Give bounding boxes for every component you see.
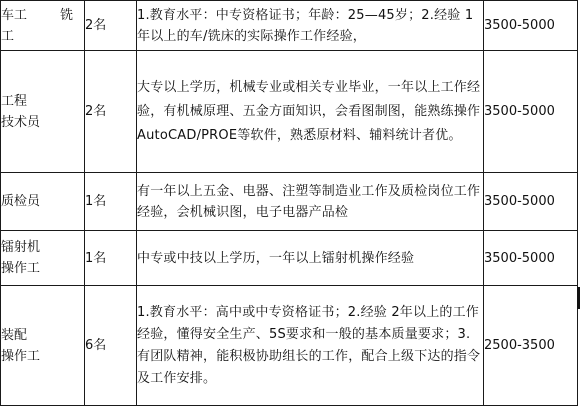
headcount-cell: 2名	[85, 51, 137, 173]
job-title-cell	[1, 1, 85, 51]
job-title-line: 装配	[1, 327, 28, 343]
requirement-cell	[137, 51, 484, 173]
job-title-cell	[1, 286, 85, 406]
headcount-cell: 6名	[85, 286, 137, 406]
requirement-cell	[137, 173, 484, 231]
page-edge-mark	[577, 287, 580, 309]
requirement-cell	[137, 1, 484, 51]
requirement-text: 1.教育水平：中专资格证书；年龄：25—45岁；2.经验 1年以上的车/铣床的实际操作工作经验，	[137, 7, 474, 44]
job-title-line: 质检员	[1, 194, 41, 209]
job-title-line: 工	[1, 28, 15, 44]
salary-cell: 3500-5000	[484, 231, 578, 286]
job-title-line: 镭射机	[1, 240, 41, 255]
job-title-line: 技术员	[1, 114, 41, 130]
requirement-cell	[137, 286, 484, 406]
salary-cell: 3500-5000	[484, 1, 578, 51]
salary-cell: 3500-5000	[484, 51, 578, 173]
requirement-text: 大专以上学历，机械专业或相关专业毕业，一年以上工作经验，有机械原理、五金方面知识，会看图制图，能熟练操作AutoCAD/PROE等软件，熟悉原材料、辅料统计者优。	[137, 79, 481, 143]
table-row	[1, 1, 578, 51]
table-row	[1, 173, 578, 231]
requirement-cell	[137, 231, 484, 286]
job-title-cell	[1, 51, 85, 173]
requirement-text: 有一年以上五金、电器、注塑等制造业工作及质检岗位工作经验，会机械识图，电子电器产品检	[137, 183, 481, 220]
headcount-cell: 1名	[85, 173, 137, 231]
salary-cell: 2500-3500	[484, 286, 578, 406]
job-title-line: 工程	[1, 93, 28, 109]
table-row	[1, 51, 578, 173]
requirement-text: 1.教育水平：高中或中专资格证书；2.经验 2年以上的工作经验，懂得安全生产、5S要求和一般的基本质量要求；3.有团队精神，能积极协助组长的工作，配合上级下达的指令及工作安排。	[137, 304, 481, 386]
table-row	[1, 286, 578, 406]
requirement-text: 中专或中技以上学历，一年以上镭射机操作经验	[137, 250, 415, 266]
job-title-cell	[1, 231, 85, 286]
job-title-line: 操作工	[1, 261, 41, 276]
job-title-part: 铣	[59, 7, 73, 23]
table-row	[1, 231, 578, 286]
job-title-part: 车工	[1, 7, 28, 23]
salary-cell: 3500-5000	[484, 173, 578, 231]
headcount-cell: 2名	[85, 1, 137, 51]
job-title-line	[1, 5, 73, 26]
job-title-line: 操作工	[1, 348, 41, 364]
job-title-cell	[1, 173, 85, 231]
headcount-cell: 1名	[85, 231, 137, 286]
